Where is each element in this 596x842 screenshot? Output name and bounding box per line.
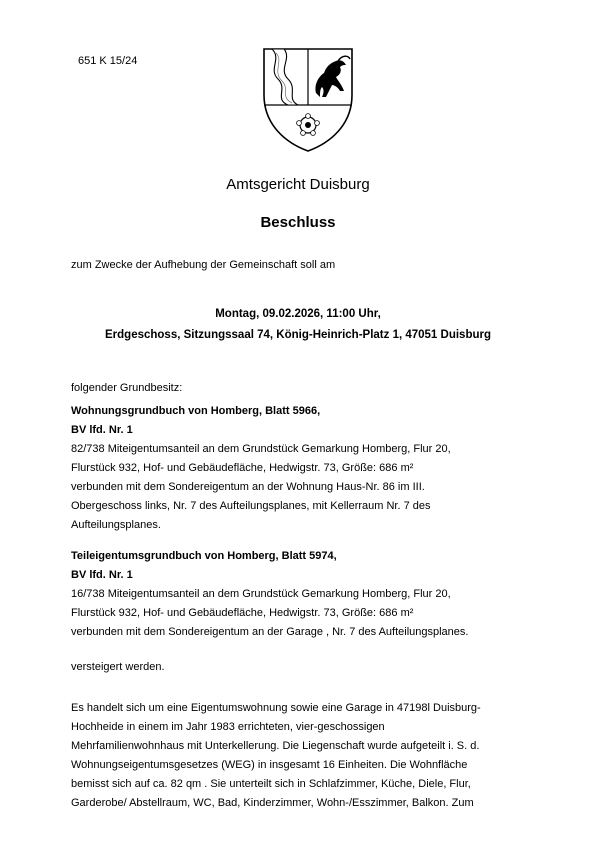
description-line: Garderobe/ Abstellraum, WC, Bad, Kinderzimmer, Wohn-/Esszimmer, Balkon. Zum (71, 797, 474, 809)
property-intro: folgender Grundbesitz: (71, 382, 183, 394)
property-line: verbunden mit dem Sondereigentum an der Garage , Nr. 7 des Aufteilungsplanes. (71, 626, 469, 638)
property-register: Teileigentumsgrundbuch von Homberg, Blatt 5974, (71, 550, 337, 562)
property-line: verbunden mit dem Sondereigentum an der Wohnung Haus-Nr. 86 im III. (71, 481, 425, 493)
appointment-place: Erdgeschoss, Sitzungssaal 74, König-Heinrich-Platz 1, 47051 Duisburg (105, 329, 491, 341)
property-line: Obergeschoss links, Nr. 7 des Aufteilungsplanes, mit Kellerraum Nr. 7 des (71, 500, 431, 512)
auction-verb: versteigert werden. (71, 661, 165, 673)
property-block-2 (71, 547, 531, 642)
property-description (71, 699, 531, 813)
court-name: Amtsgericht Duisburg (226, 176, 370, 193)
description-line: bemisst sich auf ca. 82 qm . Sie unterteilt sich in Schlafzimmer, Küche, Diele, Flur, (71, 778, 471, 790)
description-line: Hochheide in einem im Jahr 1983 errichteten, vier-geschossigen (71, 721, 385, 733)
property-line: Flurstück 932, Hof- und Gebäudefläche, Hedwigstr. 73, Größe: 686 m² (71, 462, 414, 474)
property-line: Aufteilungsplanes. (71, 519, 161, 531)
property-bv: BV lfd. Nr. 1 (71, 424, 133, 436)
property-line: 16/738 Miteigentumsanteil an dem Grundstück Gemarkung Homberg, Flur 20, (71, 588, 451, 600)
property-line: Flurstück 932, Hof- und Gebäudefläche, Hedwigstr. 73, Größe: 686 m² (71, 607, 414, 619)
appointment-date: Montag, 09.02.2026, 11:00 Uhr, (215, 308, 381, 320)
description-line: Mehrfamilienwohnhaus mit Unterkellerung. Die Liegenschaft wurde aufgeteilt i. S. d. (71, 740, 480, 752)
document-title: Beschluss (260, 214, 336, 231)
property-register: Wohnungsgrundbuch von Homberg, Blatt 5966, (71, 405, 321, 417)
description-line: Es handelt sich um eine Eigentumswohnung sowie eine Garage in 47198l Duisburg- (71, 702, 481, 714)
property-block-1 (71, 402, 531, 535)
property-line: 82/738 Miteigentumsanteil an dem Grundstück Gemarkung Homberg, Flur 20, (71, 443, 451, 455)
nrw-coat-of-arms-icon (258, 43, 358, 153)
intro-text: zum Zwecke der Aufhebung der Gemeinschaft soll am (71, 259, 336, 271)
property-bv: BV lfd. Nr. 1 (71, 569, 133, 581)
case-number: 651 K 15/24 (78, 55, 138, 67)
description-line: Wohnungseigentumsgesetzes (WEG) in insgesamt 16 Einheiten. Die Wohnfläche (71, 759, 468, 771)
